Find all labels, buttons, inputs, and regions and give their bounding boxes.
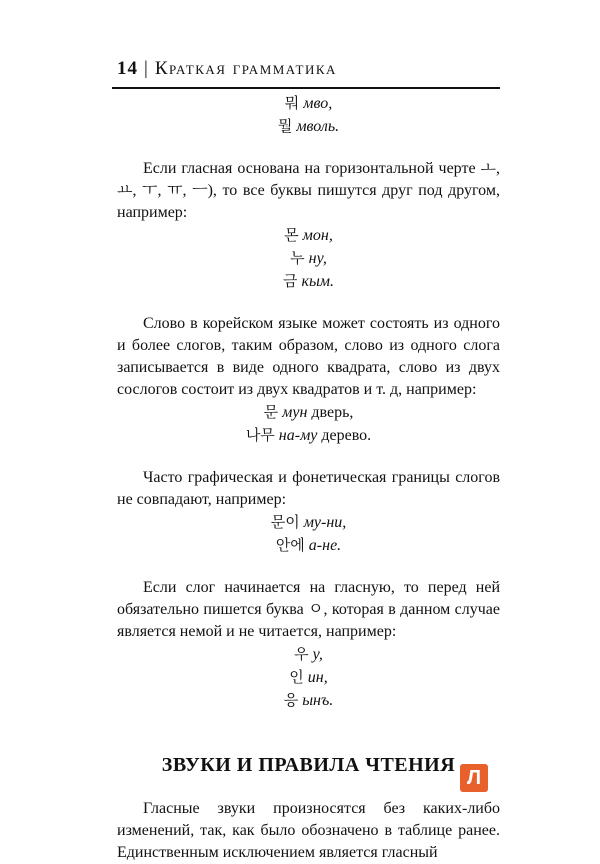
gloss: дерево.	[321, 427, 372, 444]
header-rule	[112, 87, 500, 89]
example-line	[117, 270, 500, 293]
korean-word: 응	[283, 691, 299, 709]
example-line	[117, 247, 500, 270]
transcription: мво,	[303, 95, 333, 112]
paragraph: Часто графическая и фонетическая границы слогов не совпадают, например:	[117, 469, 500, 508]
example-line	[117, 115, 500, 138]
korean-word: 뭘	[277, 117, 293, 135]
transcription: у,	[312, 646, 323, 663]
example-block-5	[117, 643, 500, 712]
korean-word: 문이	[270, 513, 300, 531]
transcription: ин,	[307, 669, 328, 686]
korean-word: 금	[282, 272, 298, 290]
transcription: ынъ.	[302, 692, 334, 709]
example-line	[117, 92, 500, 115]
transcription: мун	[282, 404, 308, 421]
korean-word: 문	[263, 403, 279, 421]
example-line	[117, 643, 500, 666]
paragraph: Если слог начинается на гласную, то перед ней обязательно пишется буква ㅇ, которая в данном случае является немой и не читается, например:	[117, 579, 500, 640]
example-line	[117, 511, 500, 534]
header-title: Краткая грамматика	[154, 58, 337, 79]
korean-word: 뭐	[284, 94, 300, 112]
example-block-2	[117, 224, 500, 293]
transcription: кым.	[301, 273, 335, 290]
section-heading: ЗВУКИ И ПРАВИЛА ЧТЕНИЯ	[161, 754, 456, 776]
page-body	[117, 92, 500, 864]
paragraph: Гласные звуки произносятся без каких-либо изменений, так, как было обозначено в таблице ранее. Единственным исключением является гласный	[117, 800, 500, 861]
korean-word: 몬	[284, 226, 299, 244]
logo-letter: Л	[466, 767, 482, 789]
example-line	[117, 224, 500, 247]
example-block-4	[117, 511, 500, 557]
gloss: дверь,	[311, 404, 354, 421]
korean-word: 누	[290, 249, 305, 267]
publisher-logo-icon	[460, 764, 488, 792]
transcription: мволь.	[296, 118, 340, 135]
paragraph: Если гласная основана на горизонтальной черте ㅗ, ㅛ, ㅜ, ㅠ, ㅡ), то все буквы пишутся друг под другом, например:	[117, 160, 500, 221]
page-number: 14	[117, 58, 138, 79]
korean-word: 나무	[245, 426, 275, 444]
example-line	[117, 666, 500, 689]
example-line	[117, 689, 500, 712]
transcription: а-не.	[308, 537, 342, 554]
transcription: ну,	[308, 250, 327, 267]
example-block-1	[117, 92, 500, 138]
transcription: му-ни,	[303, 514, 347, 531]
korean-word: 안에	[275, 536, 305, 554]
running-header	[117, 58, 337, 80]
example-block-3	[117, 401, 500, 447]
korean-word: 인	[289, 668, 304, 686]
example-line	[117, 401, 500, 424]
transcription: мон,	[302, 227, 333, 244]
example-line	[117, 424, 500, 447]
example-line	[117, 534, 500, 557]
paragraph: Слово в корейском языке может состоять из одного и более слогов, таким образом, слово из одного слога записывается в виде одного квадрата, слово из двух сослогов состоит из двух квадратов и т. д, например:	[117, 315, 500, 398]
transcription: на-му	[278, 427, 318, 444]
korean-word: 우	[294, 645, 309, 663]
header-separator: |	[144, 58, 149, 79]
